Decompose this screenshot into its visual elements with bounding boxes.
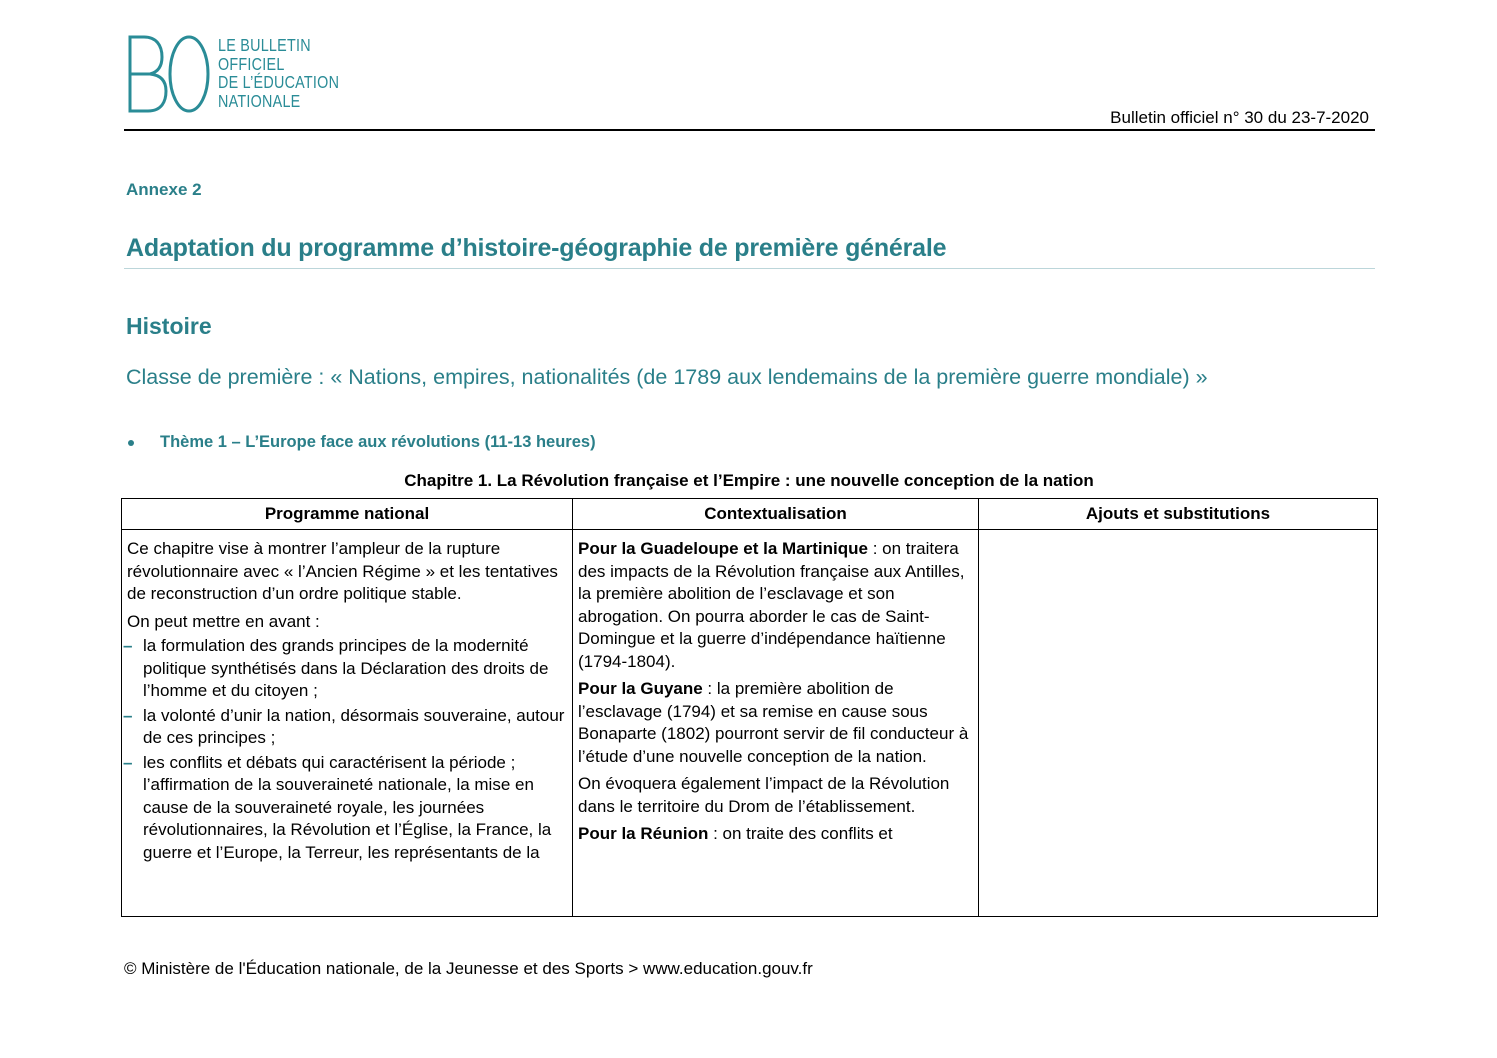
bulletin-reference: Bulletin officiel n° 30 du 23-7-2020 [1110, 108, 1369, 127]
programme-list [123, 635, 568, 864]
table-header-row [122, 499, 1378, 530]
logo-line: OFFICIEL [218, 53, 285, 74]
logo-line: NATIONALE [218, 90, 301, 111]
header-divider [124, 129, 1375, 131]
list-item: – la formulation des grands principes de la modernité politique synthétisés dans la Déclaration des droits de l’homme et du citoyen ; [123, 636, 549, 700]
table-row [122, 530, 1378, 917]
context-paragraph: Pour la Guyane : la première abolition de l’esclavage (1794) et sa remise en cause sous Bonaparte (1802) pourront servir de fil conducteur à l’étude d’une nouvelle conception de la nation. [578, 679, 969, 766]
class-heading: Classe de première : « Nations, empires, nationalités (de 1789 aux lendemains de la première guerre mondiale) » [126, 365, 1208, 389]
bullet-icon [128, 440, 134, 446]
section-heading: Histoire [126, 313, 212, 339]
contextualisation-cell [573, 530, 979, 917]
context-paragraph: Pour la Réunion : on traite des conflits et [578, 824, 893, 843]
context-paragraph: Pour la Guadeloupe et la Martinique : on traitera des impacts de la Révolution française aux Antilles, la première abolition de l’esclavage et son abrogation. On pourra aborder le cas de Saint-Domingue et la guerre d’indépendance haïtienne (1794-1804). [578, 539, 965, 671]
column-header: Programme national [122, 499, 573, 530]
dash-icon: – [123, 705, 133, 725]
column-header: Ajouts et substitutions [979, 499, 1378, 530]
title-divider [124, 268, 1375, 269]
bo-logo-mark [126, 33, 212, 115]
chapter-title: Chapitre 1. La Révolution française et l’Empire : une nouvelle conception de la nation [404, 471, 1094, 490]
programme-lead: On peut mettre en avant : [127, 611, 320, 631]
list-item: – les conflits et débats qui caractérisent la période ; l’affirmation de la souveraineté nationale, la mise en cause de la souveraineté royale, les journées révolutionnaires, la Révolution et l’Église, la France, la guerre et l’Europe, la Terreur, les représentants de la [123, 752, 552, 862]
theme-label: Thème 1 – L’Europe face aux révolutions (11-13 heures) [160, 433, 596, 451]
context-paragraph: On évoquera également l’impact de la Révolution dans le territoire du Drom de l’établissement. [578, 774, 950, 816]
bo-logo [126, 33, 366, 115]
logo-line: LE BULLETIN [218, 35, 311, 55]
list-item: – la volonté d’unir la nation, désormais souveraine, autour de ces principes ; [123, 705, 565, 747]
programme-table [121, 498, 1378, 917]
theme-item [126, 433, 596, 452]
page-title: Adaptation du programme d’histoire-géographie de première générale [126, 234, 947, 262]
column-header: Contextualisation [573, 499, 979, 530]
footer-copyright: © Ministère de l'Éducation nationale, de la Jeunesse et des Sports > www.education.gouv.fr [124, 959, 813, 978]
programme-cell [122, 530, 573, 917]
ajouts-cell [979, 530, 1378, 917]
logo-line: DE L’ÉDUCATION [218, 72, 340, 92]
dash-icon: – [123, 752, 133, 772]
annexe-label: Annexe 2 [126, 180, 202, 199]
programme-intro: Ce chapitre vise à montrer l’ampleur de la rupture révolutionnaire avec « l’Ancien Régime » et les tentatives de reconstruction d’un ordre politique stable. [127, 539, 558, 603]
dash-icon: – [123, 636, 133, 655]
bo-logo-text [218, 36, 339, 110]
